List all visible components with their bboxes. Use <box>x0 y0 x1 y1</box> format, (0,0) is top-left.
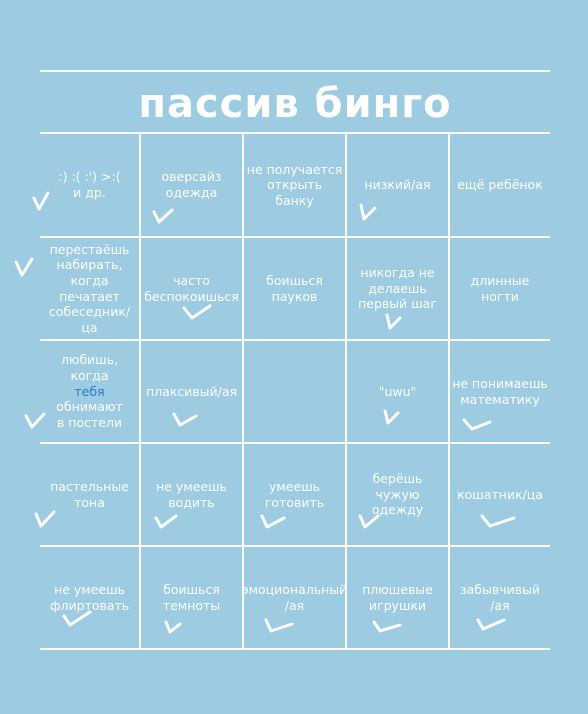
cell-text: не получается открыть банку <box>246 161 343 208</box>
cell-text <box>42 352 137 430</box>
checkmark-icon <box>12 256 36 280</box>
cell-text: никогда не делаешь первый шаг <box>358 265 437 312</box>
checkmark-icon <box>60 608 94 630</box>
cell-text-line: обнимают <box>56 399 123 415</box>
checkmark-icon <box>258 510 288 532</box>
highlighted-word: тебя <box>74 383 105 399</box>
checkmark-icon <box>474 612 508 634</box>
cell-text: ещё ребёнок <box>457 177 543 193</box>
checkmark-icon <box>356 200 380 224</box>
checkmark-icon <box>180 300 214 324</box>
bingo-cell[interactable] <box>450 134 550 236</box>
checkmark-icon <box>170 408 200 430</box>
cell-text: низкий/ая <box>364 177 431 193</box>
cell-text: боишься темноты <box>162 581 221 613</box>
cell-text: "uwu" <box>378 383 417 399</box>
page-title: пассив бинго <box>138 81 452 127</box>
checkmark-icon <box>382 310 406 332</box>
cell-text: боишься пауков <box>266 272 323 304</box>
bingo-cell[interactable] <box>40 341 139 442</box>
cell-text: оверсайз одежда <box>161 169 222 200</box>
cell-text: умеешь готовить <box>264 478 325 510</box>
cell-text: эмоциональный /ая <box>241 581 348 613</box>
bingo-cell[interactable] <box>141 547 242 648</box>
bingo-cell[interactable] <box>40 547 139 648</box>
checkmark-icon <box>150 204 176 226</box>
checkmark-icon <box>370 616 404 636</box>
checkmark-icon <box>152 510 180 532</box>
bingo-cell[interactable] <box>244 134 345 236</box>
cell-text: :) :( :') >:( и др. <box>58 169 121 200</box>
checkmark-icon <box>460 414 494 434</box>
checkmark-icon <box>478 510 518 532</box>
bingo-cell[interactable] <box>244 238 345 339</box>
cell-text: плаксивый/ая <box>145 383 238 399</box>
cell-text: берёшь чужую одежду <box>371 471 424 518</box>
checkmark-icon <box>356 510 382 532</box>
cell-text: не умеешь флиртовать <box>49 581 130 613</box>
cell-text: не понимаешь математику <box>452 375 548 407</box>
checkmark-icon <box>22 410 48 432</box>
checkmark-icon <box>262 614 296 636</box>
cell-text: кошатник/ца <box>457 486 543 502</box>
checkmark-icon <box>30 190 54 214</box>
checkmark-icon <box>380 406 404 428</box>
cell-text: часто беспокоишься <box>144 272 239 304</box>
cell-text-line: любишь, когда <box>60 352 119 384</box>
grid-line <box>40 70 550 72</box>
bingo-cell[interactable] <box>40 134 139 236</box>
cell-text: забывчивый /ая <box>459 581 541 613</box>
grid-line <box>40 648 550 650</box>
cell-text-line: в постели <box>56 414 123 430</box>
bingo-cell[interactable] <box>40 238 139 339</box>
bingo-cell-free[interactable] <box>244 341 345 442</box>
cell-text: плюшевые игрушки <box>362 581 433 613</box>
cell-text: пастельные тона <box>50 478 129 510</box>
bingo-cell[interactable] <box>450 238 550 339</box>
checkmark-icon <box>32 508 58 530</box>
cell-text: не умеешь водить <box>156 478 227 510</box>
cell-text: длинные ногти <box>470 272 530 304</box>
cell-text: перестаёшь набирать, когда печатает собеседник/ца <box>48 241 131 335</box>
checkmark-icon <box>162 618 184 636</box>
